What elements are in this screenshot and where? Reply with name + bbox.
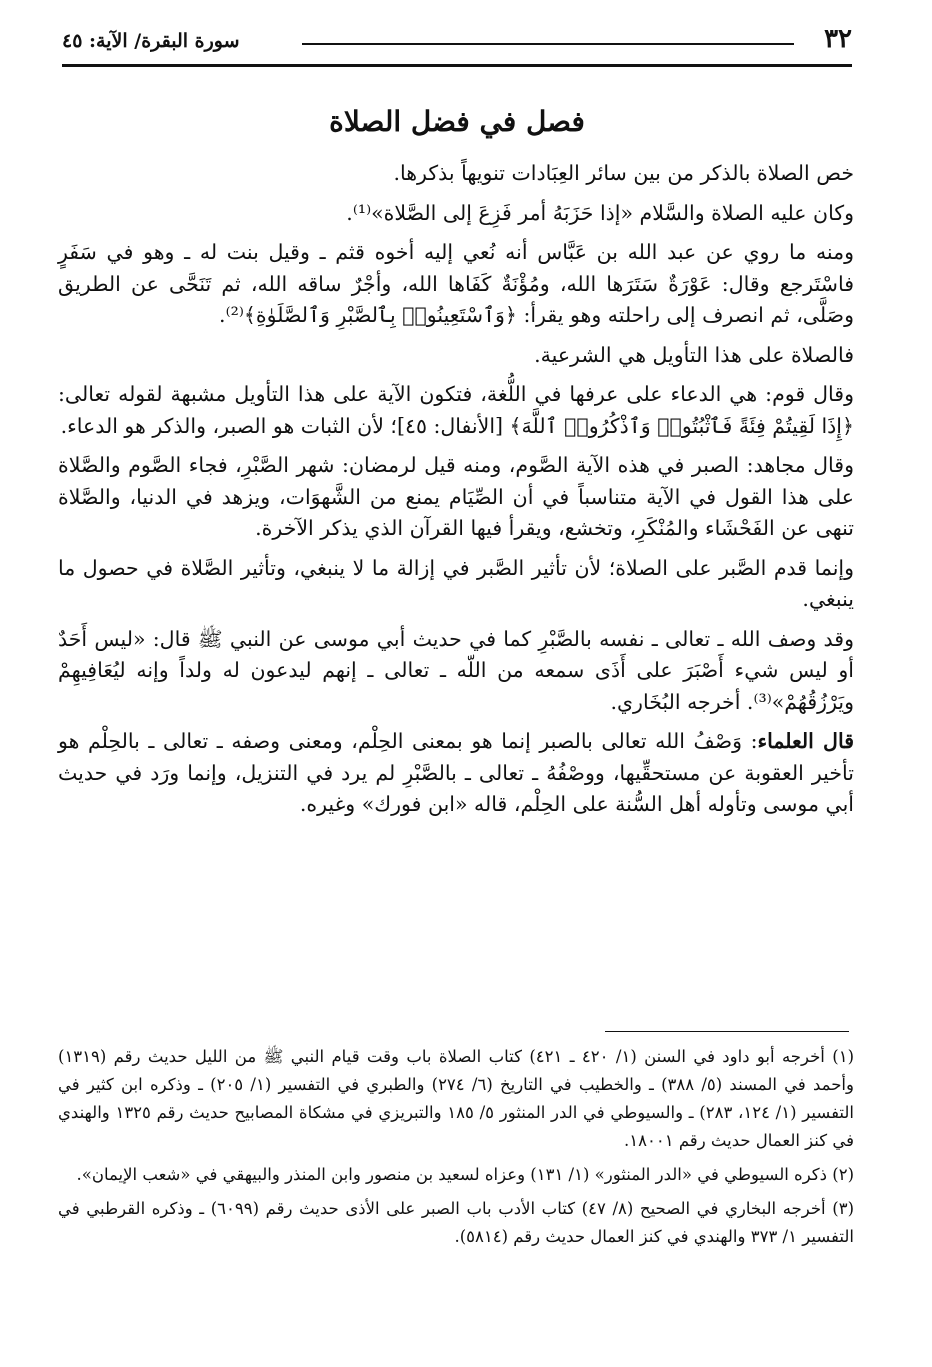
header-rule bbox=[62, 64, 852, 67]
footnotes bbox=[58, 1043, 854, 1257]
scholars-text: : وَصْفُ الله تعالى بالصبر إنما هو بمعنى الحِلْم، ومعنى وصفه ـ تعالى ـ بالحِلْم هو تأخير العقوبة عن مستحقِّيها، ووصْفُهُ ـ تعالى ـ بالصَّبْرِ لم يرد في التنزيل، وإنما ورَد في حديث أبي موسى وتأوله أهل السُّنة على الحِلْم، قاله «ابن فورك» وغيره. bbox=[58, 729, 854, 816]
running-title: سورة البقرة/ الآية: ٤٥ bbox=[62, 30, 240, 52]
footnote-1: (١) أخرجه أبو داود في السنن (١/ ٤٢٠ ـ ٤٢١) كتاب الصلاة باب وقت قيام النبي ﷺ من الليل حديث رقم (١٣١٩) وأحمد في المسند (٥/ ٣٨٨) ـ والخطيب في التاريخ (٦/ ٢٧٤) والطبري في التفسير (١/ ٢٠٥) ـ وذكره ابن كثير في التفسير (١/ ١٢٤، ٢٨٣) ـ والسيوطي في الدر المنثور ٥/ ١٨٥ والتبريزي في مشكاة المصابيح حديث رقم ١٣٢٥ والهندي في كنز العمال حديث رقم ١٨٠٠١. bbox=[58, 1047, 855, 1150]
paragraph-scholars bbox=[58, 726, 854, 821]
page-number: ٣٢ bbox=[824, 24, 852, 54]
footnote-3: (٣) أخرجه البخاري في الصحيح (٨/ ٤٧) كتاب الأدب باب الصبر على الأذى حديث رقم (٦٠٩٩) ـ وذكره القرطبي في التفسير ١/ ٣٧٣ والهندي في كنز العمال حديث رقم (٥٨١٤). bbox=[58, 1199, 854, 1246]
paragraph-prophet-prayer: وكان عليه الصلاة والسَّلام «إذا حَزَبَهُ أمر فَزِعَ إلى الصَّلاة»⁽¹⁾. bbox=[346, 200, 854, 225]
paragraph-mujahid: وقال مجاهد: الصبر في هذه الآية الصَّوم، ومنه قيل لرمضان: شهر الصَّبْرِ، فجاء الصَّوم والصَّلاة على هذا القول في الآية متناسباً في أن الصِّيَام يمنع من الشَّهوَات، ويزهد في الدنيا، والصَّلاة تنهى عن الفَحْشَاء والمُنْكَرِ، وتخشع، ويقرأ فيها القرآن الذي يذكر الآخرة. bbox=[58, 453, 854, 540]
paragraph-abu-musa-hadith: وقد وصف الله ـ تعالى ـ نفسه بالصَّبْرِ كما في حديث أبي موسى عن النبي ﷺ قال: «ليس أَحَدٌ أو ليس شيء أَصْبَرَ على أَذَى سمعه من اللّه ـ تعالى ـ إنهم ليدعون له ولداً وإنه ليُعَافِيهِمْ ويَرْزُقُهُمْ»⁽³⁾. أخرجه البُخَاري. bbox=[58, 626, 854, 714]
section-title: فصل في فضل الصلاة bbox=[329, 105, 585, 138]
paragraph-prayer-mention: خص الصلاة بالذكر من بين سائر العِبَادات تنويهاً بذكرها. bbox=[393, 161, 854, 185]
footnote-separator bbox=[605, 1031, 849, 1032]
header-dash-line bbox=[302, 43, 794, 45]
footnote-2: (٢) ذكره السيوطي في «الدر المنثور» (١/ ١٣١) وعزاه لسعيد بن منصور وابن المنذر والبيهقي في «شعب الإيمان». bbox=[76, 1165, 854, 1184]
paragraph-ibn-abbas: ومنه ما روي عن عبد الله بن عَبَّاس أنه نُعي إليه أخوه قثم ـ وقيل بنت له ـ وهو في سَفَرٍ فاسْتَرجع وقال: عَوْرَةٌ سَتَرَها الله، ومُؤْنَةٌ كَفَاها الله، وأجْرٌ ساقه الله، ثم تَنَحَّى عن الطريق وصَلَّى، ثم انصرف إلى راحلته وهو يقرأ: ﴿وَٱسْتَعِينُوا۟ بِٱلصَّبْرِ وَٱلصَّلَوٰةِ﴾⁽²⁾. bbox=[58, 240, 854, 327]
paragraph-supplication: وقال قوم: هي الدعاء على عرفها في اللُّغة، فتكون الآية على هذا التأويل مشبهة لقوله تعالى: ﴿إِذَا لَقِيتُمْ فِئَةً فَٱثْبُتُوا۟ وَٱذْكُرُوا۟ ٱللَّهَ﴾ [الأنفال: ٤٥]؛ لأن الثبات هو الصبر، والذكر هو الدعاء. bbox=[58, 382, 854, 438]
running-header bbox=[62, 22, 852, 62]
body-text bbox=[58, 158, 854, 829]
paragraph-patience-precedence: وإنما قدم الصَّبر على الصلاة؛ لأن تأثير الصَّبر في إزالة ما لا ينبغي، وتأثير الصَّلاة في حصول ما ينبغي. bbox=[58, 555, 854, 611]
paragraph-legal-prayer: فالصلاة على هذا التأويل هي الشرعية. bbox=[534, 342, 854, 367]
scholars-lead: قال العلماء bbox=[757, 729, 854, 753]
